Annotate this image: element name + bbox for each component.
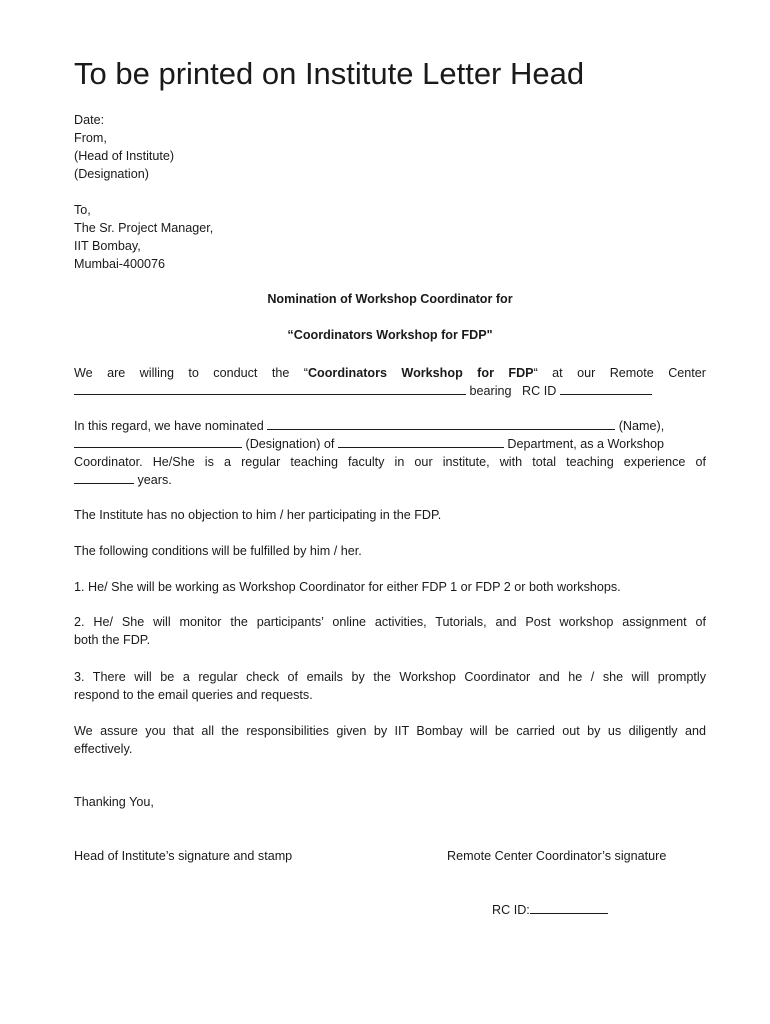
para-nominated-line-2 [74, 435, 664, 453]
to-city: Mumbai-400076 [74, 257, 166, 271]
assurance-line-2: effectively. [74, 742, 133, 756]
para-nominated-line-1 [74, 417, 664, 435]
condition-2-line-1: 2. He/ She will monitor the participants’ online activities, Tutorials, and Post workshop assignment of [74, 615, 706, 629]
assurance-line-1: We assure you that all the responsibilities given by IIT Bombay will be carried out by us diligently and [74, 724, 706, 738]
rcid-label: RC ID [522, 384, 557, 398]
from-label: From, [74, 131, 107, 145]
department-label: Department, as a Workshop [507, 437, 664, 451]
bearing-label: bearing [469, 384, 512, 398]
para-conditions-intro: The following conditions will be fulfilled by him / her. [74, 544, 362, 558]
para-conduct-suffix: “ at our Remote Center [533, 366, 707, 380]
para-conduct [74, 364, 706, 382]
condition-3-line-2: respond to the email queries and requests. [74, 688, 313, 702]
name-label: (Name), [618, 419, 665, 433]
closing: Thanking You, [74, 795, 154, 809]
remote-center-blank [74, 382, 466, 395]
para-conduct-prefix: We are willing to conduct the “ [74, 366, 308, 380]
rcid-signature-label: RC ID: [492, 903, 530, 917]
years-blank [74, 471, 134, 484]
from-designation: (Designation) [74, 167, 149, 181]
designation-label: (Designation) of [245, 437, 335, 451]
date-label: Date: [74, 113, 105, 127]
nominated-label: In this regard, we have nominated [74, 419, 264, 433]
years-label: years. [137, 473, 172, 487]
department-blank [338, 435, 504, 448]
subject-line-1: Nomination of Workshop Coordinator for [267, 292, 513, 306]
workshop-name: Coordinators Workshop for FDP [307, 366, 534, 380]
coordinator-signature-label: Remote Center Coordinator’s signature [447, 849, 667, 863]
subject-line-2: “Coordinators Workshop for FDP" [287, 328, 493, 342]
to-org: IIT Bombay, [74, 239, 141, 253]
rcid-signature-line [492, 901, 608, 919]
condition-3-line-1: 3. There will be a regular check of emails by the Workshop Coordinator and he / she will promptly [74, 670, 706, 684]
para-no-objection: The Institute has no objection to him / her participating in the FDP. [74, 508, 442, 522]
condition-2-line-2: both the FDP. [74, 633, 151, 647]
to-recipient: The Sr. Project Manager, [74, 221, 214, 235]
para-nominated-line-3: Coordinator. He/She is a regular teaching faculty in our institute, with total teaching experience of [74, 455, 706, 469]
from-head: (Head of Institute) [74, 149, 175, 163]
para-nominated-line-4 [74, 471, 172, 489]
to-label: To, [74, 203, 91, 217]
page-title: To be printed on Institute Letter Head [74, 56, 585, 91]
para-conduct-line-2 [74, 382, 652, 400]
rcid-signature-blank [530, 901, 608, 914]
designation-blank [74, 435, 242, 448]
name-blank [267, 417, 615, 430]
rcid-blank [560, 382, 652, 395]
condition-1: 1. He/ She will be working as Workshop Coordinator for either FDP 1 or FDP 2 or both workshops. [74, 580, 621, 594]
head-signature-label: Head of Institute’s signature and stamp [74, 849, 293, 863]
